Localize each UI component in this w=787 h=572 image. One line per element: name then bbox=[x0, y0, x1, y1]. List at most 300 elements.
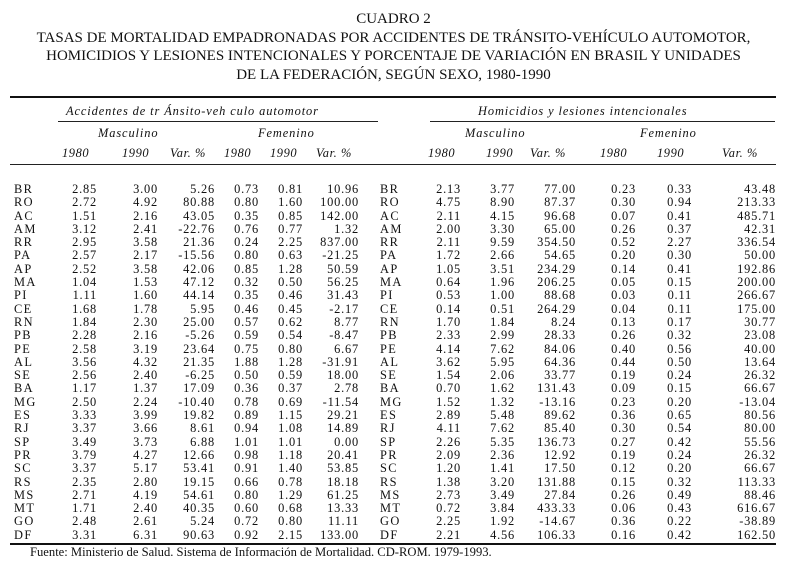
left-female-1980: 0.59 bbox=[234, 328, 259, 343]
right-male-var: 64.36 bbox=[544, 354, 576, 369]
right-female-1990: 0.24 bbox=[667, 368, 692, 383]
left-state-code: AC bbox=[14, 208, 35, 223]
left-male-1980: 2.57 bbox=[72, 248, 97, 263]
left-male-var: 25.00 bbox=[183, 314, 215, 329]
left-male-1980: 2.95 bbox=[72, 235, 97, 250]
right-female-var: 13.64 bbox=[744, 354, 776, 369]
right-male-1990: 0.51 bbox=[490, 301, 515, 316]
right-male-1990: 5.95 bbox=[490, 354, 515, 369]
left-male-1980: 1.68 bbox=[72, 301, 97, 316]
right-male-1980: 1.52 bbox=[436, 394, 461, 409]
left-male-1990: 4.92 bbox=[133, 195, 158, 210]
right-male-1980: 0.14 bbox=[436, 301, 461, 316]
right-state-code: SP bbox=[380, 434, 397, 449]
left-female-1980: 0.35 bbox=[234, 208, 259, 223]
right-female-var: 88.46 bbox=[744, 487, 776, 502]
right-section-rule bbox=[430, 121, 775, 122]
left-state-code: AL bbox=[14, 354, 34, 369]
right-male-1990: 5.48 bbox=[490, 408, 515, 423]
right-male-var: 87.37 bbox=[544, 195, 576, 210]
right-female-1980: 0.19 bbox=[611, 447, 636, 462]
left-male-var: 19.82 bbox=[183, 408, 215, 423]
right-male-1980: 2.26 bbox=[436, 434, 461, 449]
left-state-code: MA bbox=[14, 275, 37, 290]
left-male-1980: 1.84 bbox=[72, 314, 97, 329]
left-male-1980: 3.37 bbox=[72, 421, 97, 436]
table-row bbox=[0, 449, 787, 462]
left-state-code: SC bbox=[14, 461, 32, 476]
left-female-var: 837.00 bbox=[320, 235, 359, 250]
right-female-1990: 0.11 bbox=[667, 301, 692, 316]
right-male-1980: 0.70 bbox=[436, 381, 461, 396]
right-state-code: RO bbox=[380, 195, 401, 210]
right-male-1990: 2.66 bbox=[490, 248, 515, 263]
left-female-var: 31.43 bbox=[327, 288, 359, 303]
right-male-1990: 3.20 bbox=[490, 474, 515, 489]
right-female-1990: 0.17 bbox=[667, 314, 692, 329]
table-row bbox=[0, 223, 787, 236]
left-female-1980: 0.60 bbox=[234, 501, 259, 516]
col-1980-right-male: 1980 bbox=[428, 146, 456, 160]
right-state-code: SE bbox=[380, 368, 398, 383]
right-state-code: PR bbox=[380, 447, 398, 462]
right-state-code: MG bbox=[380, 394, 403, 409]
left-male-1990: 2.16 bbox=[133, 328, 158, 343]
table-row bbox=[0, 476, 787, 489]
right-female-var: 66.67 bbox=[744, 461, 776, 476]
right-male-1990: 1.41 bbox=[490, 461, 515, 476]
right-female-var: 616.67 bbox=[737, 501, 776, 516]
left-male-var: 5.26 bbox=[190, 182, 215, 196]
right-state-code: CE bbox=[380, 301, 399, 316]
right-state-code: PB bbox=[380, 328, 398, 343]
right-female-var: 336.54 bbox=[737, 235, 776, 250]
right-male-var: 131.43 bbox=[537, 381, 576, 396]
right-male-1990: 1.92 bbox=[490, 514, 515, 529]
left-male-1980: 2.35 bbox=[72, 474, 97, 489]
right-female-1990: 0.65 bbox=[667, 408, 692, 423]
right-male-1990: 1.32 bbox=[490, 394, 515, 409]
right-male-var: 84.06 bbox=[544, 341, 576, 356]
right-state-code: PI bbox=[380, 288, 394, 303]
right-female-1980: 0.07 bbox=[611, 208, 636, 223]
right-female-1980: 0.20 bbox=[611, 248, 636, 263]
right-female-1990: 0.56 bbox=[667, 341, 692, 356]
right-male-1990: 7.62 bbox=[490, 421, 515, 436]
right-female-var: 213.33 bbox=[737, 195, 776, 210]
left-male-1990: 1.60 bbox=[133, 288, 158, 303]
right-state-code: AP bbox=[380, 261, 399, 276]
left-male-1990: 1.78 bbox=[133, 301, 158, 316]
right-female-1980: 0.03 bbox=[611, 288, 636, 303]
data-table-body bbox=[0, 183, 787, 542]
right-state-code: RR bbox=[380, 235, 400, 250]
left-male-1980: 2.72 bbox=[72, 195, 97, 210]
left-female-var: 13.33 bbox=[327, 501, 359, 516]
left-male-var: 43.05 bbox=[183, 208, 215, 223]
left-female-1990: 0.77 bbox=[278, 221, 303, 236]
right-female-1990: 0.30 bbox=[667, 248, 692, 263]
right-female-var: 42.31 bbox=[744, 221, 776, 236]
left-female-var: 133.00 bbox=[320, 527, 359, 542]
right-female-var: 43.48 bbox=[744, 182, 776, 196]
right-female-1980: 0.12 bbox=[611, 461, 636, 476]
left-female-var: 142.00 bbox=[320, 208, 359, 223]
col-var-right-female: Var. % bbox=[722, 146, 758, 160]
left-female-1980: 0.89 bbox=[234, 408, 259, 423]
left-state-code: BR bbox=[14, 182, 34, 196]
left-female-var: 10.96 bbox=[327, 182, 359, 196]
left-female-var: 8.77 bbox=[334, 314, 359, 329]
right-male-1980: 4.11 bbox=[436, 421, 461, 436]
right-female-1990: 0.49 bbox=[667, 487, 692, 502]
right-male-1980: 2.00 bbox=[436, 221, 461, 236]
col-1990-right-male: 1990 bbox=[486, 146, 514, 160]
left-male-var: 40.35 bbox=[183, 501, 215, 516]
left-male-var: 12.66 bbox=[183, 447, 215, 462]
left-female-1980: 0.78 bbox=[234, 394, 259, 409]
left-female-var: 1.32 bbox=[334, 221, 359, 236]
left-female-1990: 0.45 bbox=[278, 301, 303, 316]
right-state-code: BR bbox=[380, 182, 400, 196]
right-female-1990: 0.94 bbox=[667, 195, 692, 210]
left-male-var: -6.25 bbox=[185, 368, 215, 383]
left-male-1980: 3.12 bbox=[72, 221, 97, 236]
right-female-1990: 0.20 bbox=[667, 461, 692, 476]
left-female-1990: 2.15 bbox=[278, 527, 303, 542]
right-male-1990: 9.59 bbox=[490, 235, 515, 250]
left-female-var: 56.25 bbox=[327, 275, 359, 290]
right-male-var: 206.25 bbox=[537, 275, 576, 290]
table-row bbox=[0, 356, 787, 369]
right-female-var: 66.67 bbox=[744, 381, 776, 396]
right-male-var: -14.67 bbox=[539, 514, 576, 529]
left-state-code: RN bbox=[14, 314, 35, 329]
left-female-1990: 0.81 bbox=[278, 182, 303, 196]
left-male-1980: 3.31 bbox=[72, 527, 97, 542]
right-male-1990: 5.35 bbox=[490, 434, 515, 449]
left-male-1990: 3.00 bbox=[133, 182, 158, 196]
table-row bbox=[0, 422, 787, 435]
left-state-code: AP bbox=[14, 261, 33, 276]
right-female-1980: 0.05 bbox=[611, 275, 636, 290]
right-male-var: 354.50 bbox=[537, 235, 576, 250]
right-male-1980: 4.75 bbox=[436, 195, 461, 210]
right-female-var: 26.32 bbox=[744, 368, 776, 383]
left-male-1990: 4.32 bbox=[133, 354, 158, 369]
left-male-1990: 2.24 bbox=[133, 394, 158, 409]
left-female-1980: 0.92 bbox=[234, 527, 259, 542]
right-male-var: 27.84 bbox=[544, 487, 576, 502]
right-state-code: MS bbox=[380, 487, 401, 502]
left-female-1980: 0.32 bbox=[234, 275, 259, 290]
right-female-1980: 0.40 bbox=[611, 341, 636, 356]
left-female-var: -2.17 bbox=[329, 301, 359, 316]
right-female-1990: 0.41 bbox=[667, 208, 692, 223]
left-male-var: 47.12 bbox=[183, 275, 215, 290]
right-female-var: 266.67 bbox=[737, 288, 776, 303]
right-female-1980: 0.09 bbox=[611, 381, 636, 396]
left-male-1990: 5.17 bbox=[133, 461, 158, 476]
right-female-1990: 0.24 bbox=[667, 447, 692, 462]
left-female-var: 11.11 bbox=[328, 514, 359, 529]
left-female-1980: 0.35 bbox=[234, 288, 259, 303]
left-male-1990: 2.61 bbox=[133, 514, 158, 529]
col-1980-right-female: 1980 bbox=[600, 146, 628, 160]
left-state-code: BA bbox=[14, 381, 35, 396]
left-male-1990: 1.37 bbox=[133, 381, 158, 396]
right-state-code: MA bbox=[380, 275, 403, 290]
left-female-1990: 0.80 bbox=[278, 514, 303, 529]
left-female-1990: 0.78 bbox=[278, 474, 303, 489]
left-female-1980: 0.36 bbox=[234, 381, 259, 396]
right-female-var: 55.56 bbox=[744, 434, 776, 449]
right-female-1990: 0.50 bbox=[667, 354, 692, 369]
left-female-1990: 0.68 bbox=[278, 501, 303, 516]
left-male-1980: 3.37 bbox=[72, 461, 97, 476]
col-1980-left-female: 1980 bbox=[224, 146, 252, 160]
right-male-var: 85.40 bbox=[544, 421, 576, 436]
right-female-var: -38.89 bbox=[739, 514, 776, 529]
right-female-1980: 0.26 bbox=[611, 487, 636, 502]
left-male-var: 80.88 bbox=[183, 195, 215, 210]
left-state-code: AM bbox=[14, 221, 37, 236]
right-female-var: 30.77 bbox=[744, 314, 776, 329]
right-state-code: RJ bbox=[380, 421, 396, 436]
left-male-var: -5.26 bbox=[185, 328, 215, 343]
left-state-code: ES bbox=[14, 408, 32, 423]
right-state-code: RN bbox=[380, 314, 401, 329]
left-male-1990: 2.40 bbox=[133, 368, 158, 383]
right-male-1980: 1.38 bbox=[436, 474, 461, 489]
left-female-var: 61.25 bbox=[327, 487, 359, 502]
left-female-var: -11.54 bbox=[322, 394, 359, 409]
right-female-1980: 0.13 bbox=[611, 314, 636, 329]
left-female-1980: 0.80 bbox=[234, 487, 259, 502]
left-female-1980: 1.88 bbox=[234, 354, 259, 369]
left-male-1980: 3.79 bbox=[72, 447, 97, 462]
right-state-code: PE bbox=[380, 341, 398, 356]
right-female-1980: 0.14 bbox=[611, 261, 636, 276]
table-row bbox=[0, 329, 787, 342]
right-male-1980: 2.25 bbox=[436, 514, 461, 529]
right-female-1980: 0.19 bbox=[611, 368, 636, 383]
left-female-1980: 0.46 bbox=[234, 301, 259, 316]
left-male-1980: 2.50 bbox=[72, 394, 97, 409]
table-row bbox=[0, 396, 787, 409]
right-female-1980: 0.44 bbox=[611, 354, 636, 369]
right-female-1990: 0.41 bbox=[667, 261, 692, 276]
left-male-var: 54.61 bbox=[183, 487, 215, 502]
right-state-code: DF bbox=[380, 527, 399, 542]
left-female-var: 53.85 bbox=[327, 461, 359, 476]
right-male-var: 264.29 bbox=[537, 301, 576, 316]
right-state-code: PA bbox=[380, 248, 398, 263]
right-female-var: 40.00 bbox=[744, 341, 776, 356]
right-female-1980: 0.36 bbox=[611, 408, 636, 423]
right-male-1980: 2.11 bbox=[436, 208, 461, 223]
left-female-1990: 1.01 bbox=[278, 434, 303, 449]
right-male-1990: 7.62 bbox=[490, 341, 515, 356]
section-traffic-accidents: Accidentes de tr Ánsito-veh culo automotor bbox=[66, 104, 319, 118]
right-male-1990: 3.30 bbox=[490, 221, 515, 236]
table-row bbox=[0, 276, 787, 289]
table-row bbox=[0, 382, 787, 395]
left-male-var: 19.15 bbox=[183, 474, 215, 489]
left-male-1980: 2.85 bbox=[72, 182, 97, 196]
right-male-1980: 2.73 bbox=[436, 487, 461, 502]
right-female-var: 113.33 bbox=[737, 474, 776, 489]
right-male-1990: 2.06 bbox=[490, 368, 515, 383]
table-row bbox=[0, 303, 787, 316]
left-male-1990: 2.40 bbox=[133, 501, 158, 516]
right-male-1980: 2.33 bbox=[436, 328, 461, 343]
right-male-var: 8.24 bbox=[551, 314, 576, 329]
left-female-1990: 1.29 bbox=[278, 487, 303, 502]
right-male-var: 106.33 bbox=[537, 527, 576, 542]
right-female-1990: 0.15 bbox=[667, 381, 692, 396]
table-row bbox=[0, 436, 787, 449]
left-female-var: -21.25 bbox=[322, 248, 359, 263]
table-row bbox=[0, 343, 787, 356]
table-row bbox=[0, 316, 787, 329]
right-female-1980: 0.15 bbox=[611, 474, 636, 489]
left-male-1980: 2.52 bbox=[72, 261, 97, 276]
left-male-var: 21.35 bbox=[183, 354, 215, 369]
left-male-1990: 4.19 bbox=[133, 487, 158, 502]
left-male-1990: 3.66 bbox=[133, 421, 158, 436]
left-male-1990: 3.73 bbox=[133, 434, 158, 449]
left-state-code: GO bbox=[14, 514, 35, 529]
left-male-1990: 2.80 bbox=[133, 474, 158, 489]
col-var-left-female: Var. % bbox=[316, 146, 352, 160]
right-male-1980: 1.20 bbox=[436, 461, 461, 476]
left-female-1990: 1.60 bbox=[278, 195, 303, 210]
left-state-code: MG bbox=[14, 394, 37, 409]
left-male-var: -22.76 bbox=[178, 221, 215, 236]
left-female-var: 50.59 bbox=[327, 261, 359, 276]
source-note: Fuente: Ministerio de Salud. Sistema de Información de Mortalidad. CD-ROM. 1979-1993. bbox=[30, 545, 492, 559]
left-male-1980: 3.33 bbox=[72, 408, 97, 423]
right-female-var: 175.00 bbox=[737, 301, 776, 316]
left-male-var: -15.56 bbox=[178, 248, 215, 263]
left-male-1990: 2.30 bbox=[133, 314, 158, 329]
right-male-1990: 3.84 bbox=[490, 501, 515, 516]
right-male-var: 65.00 bbox=[544, 221, 576, 236]
right-male-var: 28.33 bbox=[544, 328, 576, 343]
left-state-code: PB bbox=[14, 328, 32, 343]
right-female-1980: 0.52 bbox=[611, 235, 636, 250]
right-male-1980: 2.11 bbox=[436, 235, 461, 250]
left-female-1990: 0.54 bbox=[278, 328, 303, 343]
right-male-var: 12.92 bbox=[544, 447, 576, 462]
right-male-1990: 4.56 bbox=[490, 527, 515, 542]
right-female-var: 50.00 bbox=[744, 248, 776, 263]
left-female-1980: 0.66 bbox=[234, 474, 259, 489]
left-female-var: 20.41 bbox=[327, 447, 359, 462]
table-row bbox=[0, 263, 787, 276]
left-female-1990: 0.37 bbox=[278, 381, 303, 396]
left-state-code: RO bbox=[14, 195, 35, 210]
left-male-1990: 3.58 bbox=[133, 235, 158, 250]
left-female-1980: 0.76 bbox=[234, 221, 259, 236]
right-male-header: Masculino bbox=[465, 126, 526, 140]
left-state-code: CE bbox=[14, 301, 33, 316]
top-rule bbox=[10, 96, 776, 98]
left-male-var: 8.61 bbox=[190, 421, 215, 436]
right-male-var: 89.62 bbox=[544, 408, 576, 423]
right-male-1990: 1.62 bbox=[490, 381, 515, 396]
left-female-var: 2.78 bbox=[334, 381, 359, 396]
left-female-1980: 0.94 bbox=[234, 421, 259, 436]
left-female-var: 6.67 bbox=[334, 341, 359, 356]
left-female-1980: 0.73 bbox=[234, 182, 259, 196]
right-female-1990: 0.11 bbox=[667, 288, 692, 303]
right-male-var: 96.68 bbox=[544, 208, 576, 223]
title-line-1: TASAS DE MORTALIDAD EMPADRONADAS POR ACCIDENTES DE TRÁNSITO-VEHÍCULO AUTOMOTOR, bbox=[36, 29, 751, 46]
right-male-var: 131.88 bbox=[537, 474, 576, 489]
left-female-1990: 1.28 bbox=[278, 354, 303, 369]
left-female-var: -31.91 bbox=[322, 354, 359, 369]
right-female-1980: 0.36 bbox=[611, 514, 636, 529]
left-state-code: MT bbox=[14, 501, 36, 516]
right-male-1980: 1.54 bbox=[436, 368, 461, 383]
right-female-1980: 0.26 bbox=[611, 328, 636, 343]
col-1990-right-female: 1990 bbox=[657, 146, 685, 160]
left-state-code: RS bbox=[14, 474, 32, 489]
left-state-code: PA bbox=[14, 248, 32, 263]
left-male-var: 5.95 bbox=[190, 301, 215, 316]
table-row bbox=[0, 489, 787, 502]
left-female-var: 14.89 bbox=[327, 421, 359, 436]
left-male-1980: 2.28 bbox=[72, 328, 97, 343]
left-male-1980: 3.56 bbox=[72, 354, 97, 369]
right-male-1980: 2.09 bbox=[436, 447, 461, 462]
left-female-1990: 1.15 bbox=[278, 408, 303, 423]
left-female-1990: 0.85 bbox=[278, 208, 303, 223]
table-row bbox=[0, 289, 787, 302]
right-male-var: 433.33 bbox=[537, 501, 576, 516]
right-male-1990: 3.51 bbox=[490, 261, 515, 276]
right-female-var: 200.00 bbox=[737, 275, 776, 290]
left-state-code: MS bbox=[14, 487, 35, 502]
left-female-1980: 0.85 bbox=[234, 261, 259, 276]
right-male-1980: 1.05 bbox=[436, 261, 461, 276]
right-male-1980: 3.62 bbox=[436, 354, 461, 369]
left-male-1990: 1.53 bbox=[133, 275, 158, 290]
right-male-1990: 8.90 bbox=[490, 195, 515, 210]
table-title bbox=[0, 10, 787, 84]
right-male-var: 136.73 bbox=[537, 434, 576, 449]
left-male-var: 44.14 bbox=[183, 288, 215, 303]
left-male-1980: 2.58 bbox=[72, 341, 97, 356]
right-male-var: 88.68 bbox=[544, 288, 576, 303]
left-female-1980: 0.91 bbox=[234, 461, 259, 476]
left-female-1980: 0.98 bbox=[234, 447, 259, 462]
right-male-1980: 2.13 bbox=[436, 182, 461, 196]
right-female-1990: 0.54 bbox=[667, 421, 692, 436]
right-state-code: BA bbox=[380, 381, 401, 396]
left-male-1980: 3.49 bbox=[72, 434, 97, 449]
right-male-1990: 3.77 bbox=[490, 182, 515, 196]
col-var-right-male: Var. % bbox=[530, 146, 566, 160]
right-female-1990: 0.42 bbox=[667, 434, 692, 449]
left-male-var: 21.36 bbox=[183, 235, 215, 250]
left-male-1980: 2.48 bbox=[72, 514, 97, 529]
right-male-1980: 2.89 bbox=[436, 408, 461, 423]
table-row bbox=[0, 515, 787, 528]
header-rule bbox=[10, 164, 776, 165]
